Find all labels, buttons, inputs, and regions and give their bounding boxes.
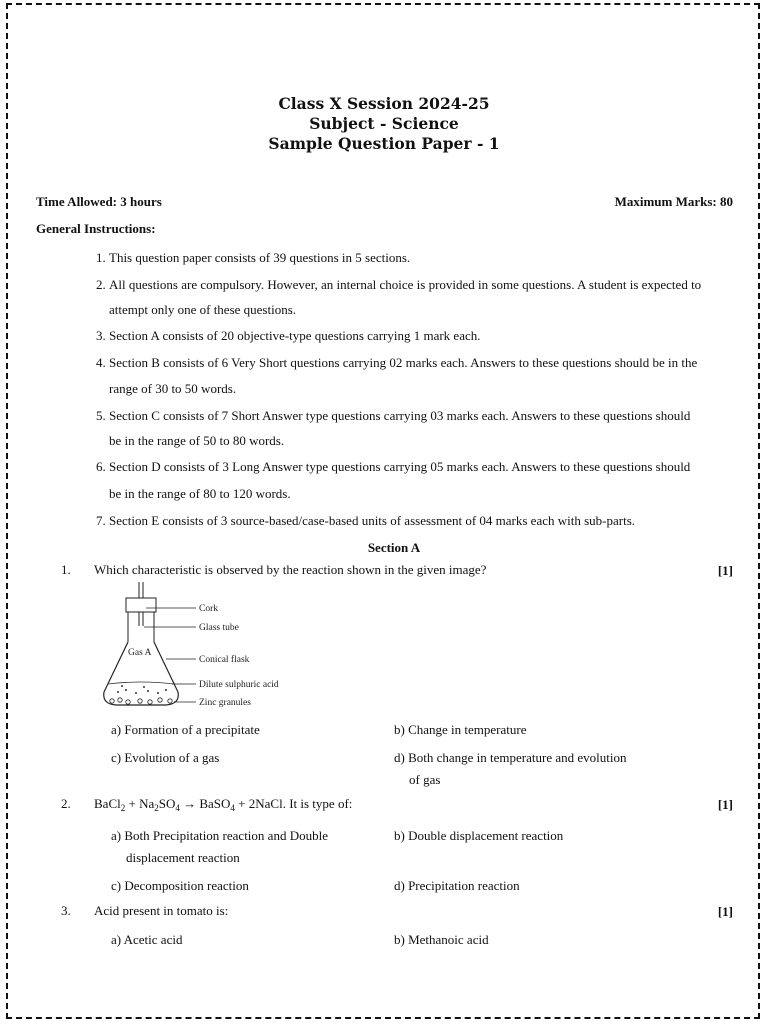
general-instructions-heading: General Instructions: xyxy=(36,221,156,236)
formula-part: + Na xyxy=(125,796,155,811)
formula-part: + 2NaCl. It is type of: xyxy=(234,796,353,811)
instruction-number: 4. xyxy=(96,355,106,370)
formula-subscript: 4 xyxy=(230,803,235,813)
instruction-text: Section B consists of 6 Very Short questions carrying 02 marks each. Answers to these questions should be in the xyxy=(109,355,698,370)
page-border xyxy=(6,3,760,1019)
instruction-text: This question paper consists of 39 questions in 5 sections. xyxy=(109,250,411,265)
label-gas-a: Gas A xyxy=(128,648,152,658)
paper-name-title: Sample Question Paper - 1 xyxy=(268,134,500,153)
label-glass-tube: Glass tube xyxy=(199,623,239,633)
instruction-text: Section D consists of 3 Long Answer type questions carrying 05 marks each. Answers to these questions should xyxy=(109,459,691,474)
conical-flask-diagram xyxy=(96,580,318,712)
q2-option-c[interactable]: c) Decomposition reaction xyxy=(111,878,249,893)
q1-option-d[interactable]: d) Both change in temperature and evolution xyxy=(394,750,627,765)
q1-option-d-continued: of gas xyxy=(409,772,441,787)
instruction-text: All questions are compulsory. However, an internal choice is provided in some questions. A student is expected to xyxy=(109,277,702,292)
question-marks: [1] xyxy=(717,904,733,919)
q2-option-a[interactable]: a) Both Precipitation reaction and Double xyxy=(111,828,328,843)
formula-part: → BaSO xyxy=(179,796,231,811)
q3-option-b[interactable]: b) Methanoic acid xyxy=(394,932,489,947)
q1-option-b[interactable]: b) Change in temperature xyxy=(394,722,527,737)
label-zinc-granules: Zinc granules xyxy=(199,698,251,708)
section-a-heading: Section A xyxy=(367,540,421,555)
q1-option-c[interactable]: c) Evolution of a gas xyxy=(111,750,220,765)
paper-class-title: Class X Session 2024-25 xyxy=(278,94,490,113)
instruction-number: 7. xyxy=(96,513,106,528)
instruction-text: Section E consists of 3 source-based/case-based units of assessment of 04 marks each with sub-parts. xyxy=(109,513,636,528)
formula-part: SO xyxy=(158,796,176,811)
instruction-text: Section C consists of 7 Short Answer type questions carrying 03 marks each. Answers to these questions should xyxy=(109,408,691,423)
question-text: Acid present in tomato is: xyxy=(94,903,229,918)
label-cork: Cork xyxy=(199,604,218,614)
q1-option-a[interactable]: a) Formation of a precipitate xyxy=(111,722,260,737)
label-dilute-sulphuric-acid: Dilute sulphuric acid xyxy=(199,680,279,690)
instruction-text-continued: attempt only one of these questions. xyxy=(109,302,297,317)
formula-part: BaCl xyxy=(94,796,121,811)
instruction-number: 6. xyxy=(96,459,106,474)
question-formula xyxy=(94,797,352,811)
instruction-number: 1. xyxy=(96,250,106,265)
time-allowed: Time Allowed: 3 hours xyxy=(36,194,162,209)
instruction-text-continued: range of 30 to 50 words. xyxy=(109,381,237,396)
q3-option-a[interactable]: a) Acetic acid xyxy=(111,932,183,947)
formula-subscript: 2 xyxy=(120,803,126,813)
paper-subject-title: Subject - Science xyxy=(309,114,459,133)
maximum-marks: Maximum Marks: 80 xyxy=(614,194,733,209)
label-conical-flask: Conical flask xyxy=(199,655,250,665)
instruction-text: Section A consists of 20 objective-type questions carrying 1 mark each. xyxy=(109,328,481,343)
question-number: 1. xyxy=(61,562,71,577)
q2-option-b[interactable]: b) Double displacement reaction xyxy=(394,828,564,843)
instruction-text-continued: be in the range of 50 to 80 words. xyxy=(109,433,285,448)
question-marks: [1] xyxy=(717,563,733,578)
q2-option-a-continued: displacement reaction xyxy=(126,850,240,865)
instruction-number: 2. xyxy=(96,277,106,292)
question-marks: [1] xyxy=(717,797,733,812)
formula-subscript: 4 xyxy=(175,803,180,813)
question-number: 2. xyxy=(61,796,71,811)
question-text: Which characteristic is observed by the reaction shown in the given image? xyxy=(94,562,487,577)
instruction-number: 5. xyxy=(96,408,106,423)
instruction-text-continued: be in the range of 80 to 120 words. xyxy=(109,486,291,501)
question-number: 3. xyxy=(61,903,71,918)
instruction-number: 3. xyxy=(96,328,106,343)
q2-option-d[interactable]: d) Precipitation reaction xyxy=(394,878,520,893)
formula-subscript: 2 xyxy=(154,803,159,813)
